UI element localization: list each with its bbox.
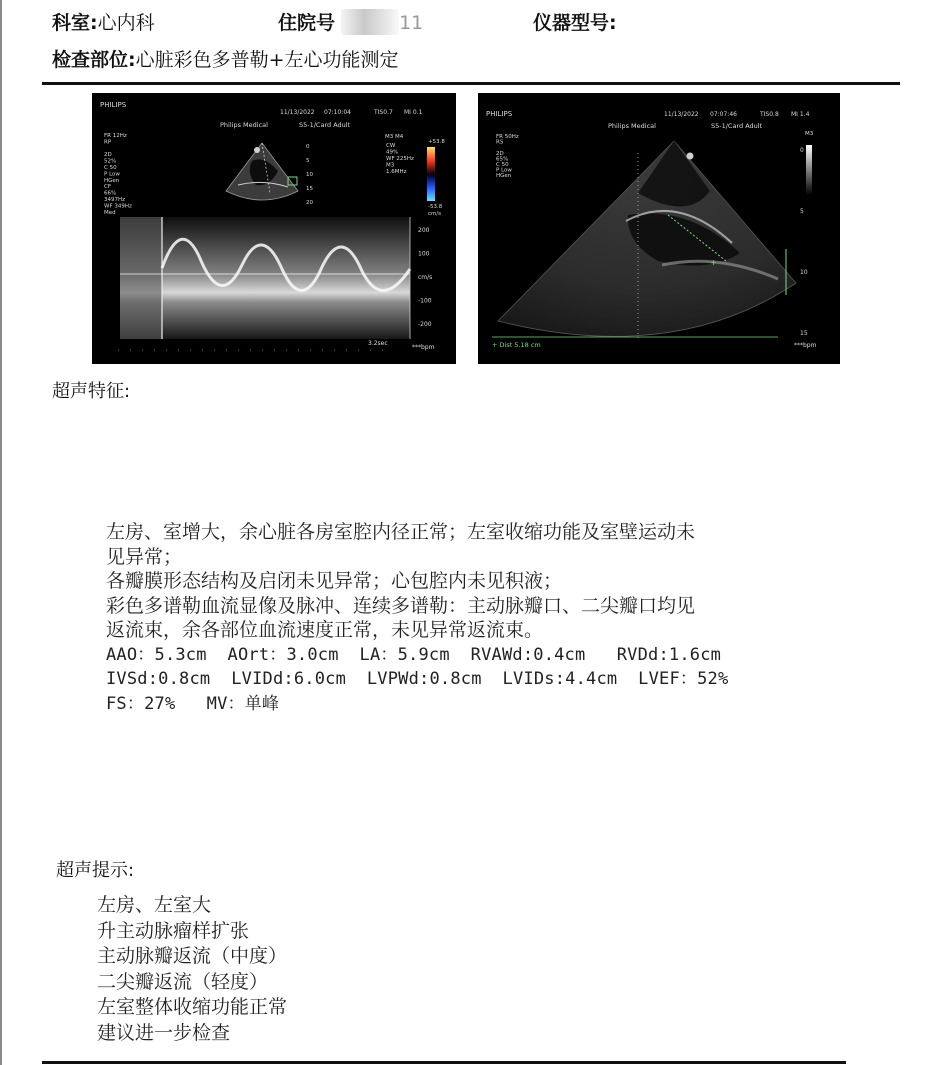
depth-tick-label: 20 — [306, 200, 313, 206]
doppler-scale — [418, 227, 432, 328]
scan-ti: TIS0.7 — [374, 109, 393, 116]
scan-parameter: 65% — [496, 156, 509, 163]
scan-date: 11/13/2022 — [280, 109, 315, 116]
conclusion-line: 升主动脉瘤样扩张 — [97, 919, 250, 942]
doppler-tick-label: cm/s — [418, 274, 433, 281]
department-field — [52, 8, 155, 35]
findings-line: 返流束，余各部位血流速度正常，未见异常返流束。 — [106, 619, 544, 641]
doppler-tick-label: 100 — [418, 250, 430, 258]
scan-parameter: RS — [496, 139, 504, 146]
depth-tick-label: 10 — [306, 172, 313, 178]
scan-parameters — [496, 134, 519, 179]
scan-source: Philips Medical — [220, 121, 268, 129]
findings-text — [106, 520, 728, 716]
scan-probe: S5-1/Card Adult — [711, 122, 763, 130]
scan-time: 07:10:04 — [324, 109, 351, 116]
measurement-line: IVSd:0.8cm LVIDd:6.0cm LVPWd:0.8cm LVIDs:4.4cm LVEF：52% — [106, 669, 729, 689]
doppler-tick-label: -100 — [418, 297, 432, 305]
doppler-tick-label: 200 — [418, 227, 430, 234]
brand-text: PHILIPS — [486, 110, 513, 118]
header-rule — [42, 82, 900, 85]
sector-marker — [687, 153, 694, 160]
redacted-admission-number — [341, 9, 399, 35]
depth-tick-label: 10 — [800, 269, 808, 276]
scan-parameter: P Low — [104, 171, 120, 178]
sweep-time: 3.2sec — [368, 340, 388, 347]
scan-parameter: HGen — [496, 173, 512, 180]
scan-ti: TIS0.8 — [760, 111, 779, 118]
department-value: 心内科 — [97, 12, 155, 34]
color-bar-label: M3 M4 — [385, 134, 404, 140]
scan-probe: S5-1/Card Adult — [299, 121, 351, 129]
findings-line: 左房、室增大，余心脏各房室腔内径正常；左室收缩功能及室壁运动未 — [106, 521, 696, 543]
ultrasound-image-2d — [478, 93, 840, 364]
exam-value: 心脏彩色多普勒+左心功能测定 — [135, 49, 399, 71]
depth-tick-label: 5 — [306, 158, 310, 164]
findings-line: 各瓣膜形态结构及启闭未见异常；心包腔内未见积液； — [106, 570, 563, 592]
depth-tick-label: 5 — [800, 208, 804, 215]
scan-parameter: CF — [104, 184, 112, 191]
depth-tick-label: 0 — [800, 147, 804, 154]
measurement-line: AAO：5.3cm AOrt：3.0cm LA：5.9cm RVAWd:0.4cm RVDd:1.6cm — [106, 644, 722, 665]
depth-tick-label: 15 — [306, 186, 313, 192]
scan-parameter: 2D — [104, 152, 112, 159]
scan-parameter: WF 349Hz — [104, 203, 132, 210]
depth-tick-label: 15 — [800, 330, 808, 337]
scan-parameter: RP — [104, 139, 112, 146]
distance-measurement: + Dist 5.18 cm — [492, 341, 541, 349]
findings-line: 见异常； — [106, 545, 183, 568]
ultrasound-image-doppler — [92, 93, 456, 364]
admission-field — [278, 8, 423, 35]
cw-parameters — [386, 143, 414, 175]
scan-parameter: 3497Hz — [104, 197, 126, 203]
scan-parameter: FR 12Hz — [104, 133, 127, 139]
scan-parameter: 52% — [104, 158, 117, 165]
scan-parameter: 2D — [496, 150, 504, 157]
sector-marker — [254, 147, 260, 153]
scan-parameter: 66% — [104, 190, 117, 197]
admission-label: 住院号 — [278, 12, 336, 34]
scan-date: 11/13/2022 — [664, 111, 699, 118]
conclusion-title: 超声提示: — [56, 860, 135, 881]
color-bar-unit: cm/s — [428, 211, 442, 217]
caliper-marker: + — [710, 258, 717, 267]
doppler-tick-label: -200 — [418, 321, 432, 328]
exam-field — [52, 45, 399, 72]
exam-label: 检查部位: — [52, 49, 136, 71]
bpm-readout: ***bpm — [794, 342, 817, 349]
color-bar-top: +53.8 — [428, 139, 445, 145]
cw-parameter: 49% — [386, 149, 399, 156]
cw-parameter: WF 225Hz — [386, 156, 414, 162]
spectrum-segment — [120, 217, 162, 339]
scan-parameter: C 50 — [104, 165, 117, 171]
findings-line: 彩色多谱勒血流显像及脉冲、连续多谱勒：主动脉瓣口、二尖瓣口均见 — [106, 594, 696, 617]
findings-title: 超声特征: — [52, 381, 131, 402]
scan-parameter: FR 50Hz — [496, 134, 519, 140]
conclusion-text — [97, 893, 287, 1046]
scan-parameter: HGen — [104, 177, 120, 184]
brand-text: PHILIPS — [100, 101, 127, 109]
measurement-line: FS：27% MV：单峰 — [106, 693, 280, 714]
cw-parameter: 1.6MHz — [386, 169, 407, 175]
depth-tick-label: 0 — [306, 144, 310, 150]
cw-parameter: M3 — [386, 162, 395, 169]
conclusion-line: 二尖瓣返流（轻度） — [97, 970, 269, 993]
color-velocity-bar — [427, 147, 435, 201]
conclusion-line: 建议进一步检查 — [97, 1021, 231, 1044]
scan-parameter: P Low — [496, 167, 512, 174]
device-label: 仪器型号: — [533, 12, 617, 34]
color-bar-bottom: -53.8 — [428, 204, 443, 210]
footer-rule — [42, 1061, 846, 1064]
scan-source: Philips Medical — [608, 122, 656, 130]
admission-value: 11 — [399, 12, 424, 34]
scan-parameter: C 50 — [496, 162, 509, 168]
scale-label: M3 — [805, 131, 814, 137]
cw-parameter: CW — [386, 143, 396, 149]
conclusion-line: 主动脉瓣返流（中度） — [97, 945, 288, 967]
scan-mi: MI 1.4 — [791, 111, 810, 118]
scan-parameter: Med — [104, 209, 116, 216]
page-left-edge — [0, 0, 2, 1065]
conclusion-line: 左房、左室大 — [97, 894, 212, 916]
grayscale-bar — [806, 145, 812, 195]
scan-mi: MI 0.1 — [404, 109, 423, 116]
conclusion-line: 左室整体收缩功能正常 — [97, 996, 288, 1018]
department-label: 科室: — [52, 12, 98, 34]
device-field — [533, 8, 617, 35]
bpm-readout: ***bpm — [412, 344, 435, 351]
scan-time: 07:07:46 — [710, 111, 737, 118]
depth-scale — [306, 144, 313, 206]
scan-parameters — [104, 133, 132, 216]
